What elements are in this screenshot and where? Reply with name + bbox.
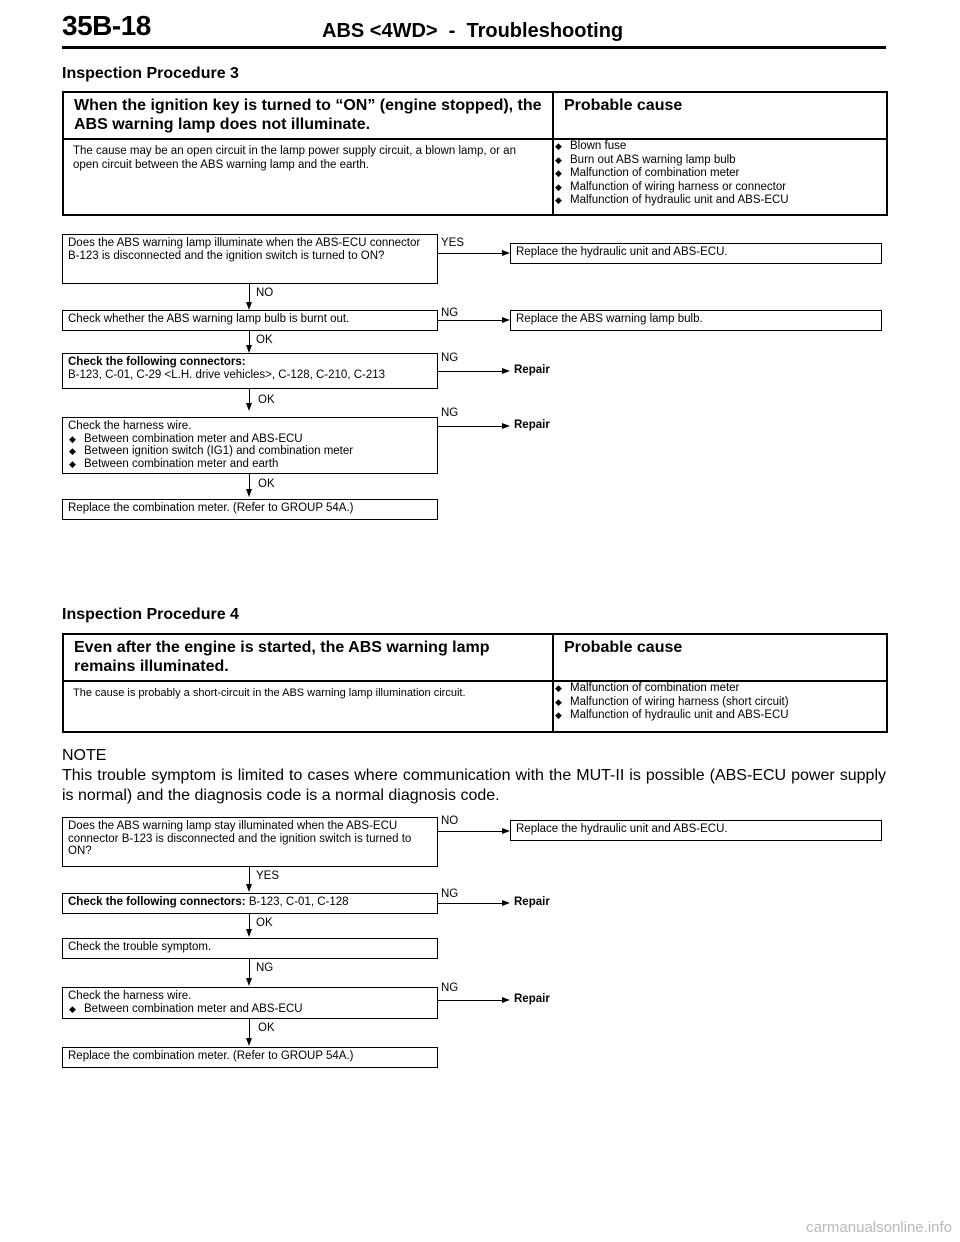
arrow-down-icon <box>246 1038 252 1046</box>
p3-connector-line <box>249 331 250 346</box>
p3-step-2-box <box>62 310 438 331</box>
header-rule <box>62 46 886 49</box>
p4-step-4-list <box>68 1003 432 1016</box>
p3-step-1-yes-label: YES <box>441 237 465 249</box>
p4-step-4-heading: Check the harness wire. <box>68 990 192 1002</box>
p4-step-2-repair: Repair <box>514 896 550 908</box>
p4-step-4-ok-label: OK <box>258 1022 275 1034</box>
procedure-4-description: The cause is probably a short-circuit in the ABS warning lamp illumination circuit. <box>73 687 466 699</box>
procedure-3-description-cell <box>63 139 553 215</box>
procedure-4-description-cell <box>63 681 553 732</box>
procedure-4-cause-list <box>554 682 886 723</box>
harness-item: ◆ Between combination meter and earth <box>68 458 432 471</box>
p3-step-4-ng-label: NG <box>441 407 459 419</box>
procedure-4-causes-cell <box>553 681 887 732</box>
arrow-down-icon <box>246 403 252 411</box>
procedure-3-symptom: When the ignition key is turned to “ON” (engine stopped), the ABS warning lamp does not illuminate. <box>74 97 542 133</box>
p3-connector-line <box>249 474 250 490</box>
note-label: NOTE <box>62 747 107 764</box>
p3-action-replace-hu-box <box>510 243 882 264</box>
p3-step-4-box <box>62 417 438 474</box>
page-title: ABS <4WD> - Troubleshooting <box>322 20 624 42</box>
p4-connector-line <box>249 867 250 885</box>
arrow-down-icon <box>246 345 252 353</box>
p4-step-4-box <box>62 987 438 1019</box>
arrow-right-icon <box>502 900 510 906</box>
procedure-4-symptom-cell <box>63 634 553 681</box>
watermark: carmanualsonline.info <box>806 1219 952 1236</box>
cause-item: ◆ Malfunction of hydraulic unit and ABS-ECU <box>554 194 886 208</box>
p4-step-4-ng-line <box>438 1000 504 1001</box>
harness-item: ◆ Between ignition switch (IG1) and combination meter <box>68 445 432 458</box>
note-text: This trouble symptom is limited to cases where communication with the MUT-II is possible (ABS-ECU power supply is normal) and the diagnosis code is a normal diagnosis code. <box>62 767 886 804</box>
p3-step-1-text: Does the ABS warning lamp illuminate when the ABS-ECU connector B-123 is disconnected and the ignition switch is turned to ON? <box>68 237 421 262</box>
harness-item: ◆ Between combination meter and ABS-ECU <box>68 1003 432 1016</box>
cause-item: ◆ Malfunction of combination meter <box>554 682 886 696</box>
procedure-3-cause-list <box>554 140 886 208</box>
p3-step-4-list <box>68 433 432 471</box>
p3-step-2-ng-label: NG <box>441 307 459 319</box>
procedure-3-symptom-table <box>62 91 888 216</box>
procedure-3-cause-header-cell <box>553 92 887 139</box>
p4-step-1-text: Does the ABS warning lamp stay illuminated when the ABS-ECU connector B-123 is disconnected and the ignition switch is turned to ON? <box>68 820 412 857</box>
p3-step-4-repair: Repair <box>514 419 550 431</box>
arrow-right-icon <box>502 368 510 374</box>
procedure-3-causes-cell <box>553 139 887 215</box>
p3-step-5-box <box>62 499 438 520</box>
p3-step-3-ng-line <box>438 371 504 372</box>
p3-step-3-repair: Repair <box>514 364 550 376</box>
procedure-4-symptom: Even after the engine is started, the ABS warning lamp remains illuminated. <box>74 639 490 675</box>
harness-item: ◆ Between combination meter and ABS-ECU <box>68 433 432 446</box>
cause-item: ◆ Malfunction of combination meter <box>554 167 886 181</box>
arrow-down-icon <box>246 489 252 497</box>
p4-connector-line <box>249 1019 250 1039</box>
p3-action-replace-hu: Replace the hydraulic unit and ABS-ECU. <box>516 246 728 258</box>
cause-item: ◆ Malfunction of hydraulic unit and ABS-ECU <box>554 709 886 723</box>
p3-step-1-box <box>62 234 438 284</box>
p3-action-replace-bulb-box <box>510 310 882 331</box>
p3-step-2-text: Check whether the ABS warning lamp bulb is burnt out. <box>68 313 350 325</box>
p3-step-4-ok-label: OK <box>258 478 275 490</box>
p3-step-3-connectors: B-123, C-01, C-29 <L.H. drive vehicles>, C-128, C-210, C-213 <box>68 368 386 381</box>
p3-step-3-box <box>62 353 438 389</box>
p4-step-5-box <box>62 1047 438 1068</box>
p4-step-1-no-label: NO <box>441 815 459 827</box>
probable-cause-header: Probable cause <box>564 97 683 114</box>
arrow-right-icon <box>502 997 510 1003</box>
p4-step-2-ok-label: OK <box>256 917 273 929</box>
procedure-4-symptom-table <box>62 633 888 733</box>
procedure-3-title: Inspection Procedure 3 <box>62 65 239 82</box>
arrow-right-icon <box>502 828 510 834</box>
p4-connector-line <box>249 914 250 930</box>
p3-step-3-ok-label: OK <box>258 394 275 406</box>
procedure-3-symptom-cell <box>63 92 553 139</box>
arrow-down-icon <box>246 884 252 892</box>
cause-item: ◆ Malfunction of wiring harness (short circuit) <box>554 696 886 710</box>
p4-step-4-ng-label: NG <box>441 982 459 994</box>
arrow-right-icon <box>502 250 510 256</box>
p4-step-1-box <box>62 817 438 867</box>
p3-step-2-ng-line <box>438 320 504 321</box>
p4-step-2-ng-line <box>438 903 504 904</box>
p4-step-2-connectors: B-123, C-01, C-128 <box>245 896 349 908</box>
p4-step-3-ng-label: NG <box>256 962 274 974</box>
p3-action-replace-bulb: Replace the ABS warning lamp bulb. <box>516 313 703 325</box>
procedure-4-title: Inspection Procedure 4 <box>62 606 239 623</box>
p4-step-2-box <box>62 893 438 914</box>
p4-step-1-no-line <box>438 831 504 832</box>
p4-step-4-repair: Repair <box>514 993 550 1005</box>
probable-cause-header: Probable cause <box>564 639 683 656</box>
p4-step-2-heading: Check the following connectors: <box>68 896 246 908</box>
p4-step-3-text: Check the trouble symptom. <box>68 941 212 953</box>
p3-connector-line <box>249 284 250 303</box>
arrow-right-icon <box>502 423 510 429</box>
arrow-right-icon <box>502 317 510 323</box>
p3-step-3-heading: Check the following connectors: <box>68 356 246 368</box>
p4-connector-line <box>249 959 250 979</box>
p4-step-2-ng-label: NG <box>441 888 459 900</box>
page-number: 35B-18 <box>62 10 151 41</box>
p3-step-1-no-label: NO <box>256 287 274 299</box>
p4-step-5-text: Replace the combination meter. (Refer to GROUP 54A.) <box>68 1050 354 1062</box>
procedure-4-cause-header-cell <box>553 634 887 681</box>
p4-step-1-yes-label: YES <box>256 870 280 882</box>
cause-item: ◆ Burn out ABS warning lamp bulb <box>554 154 886 168</box>
arrow-down-icon <box>246 302 252 310</box>
p3-step-5-text: Replace the combination meter. (Refer to GROUP 54A.) <box>68 502 354 514</box>
arrow-down-icon <box>246 929 252 937</box>
p3-step-4-heading: Check the harness wire. <box>68 420 192 432</box>
p4-action-replace-hu: Replace the hydraulic unit and ABS-ECU. <box>516 823 728 835</box>
p3-step-1-yes-line <box>438 253 504 254</box>
p4-step-3-box <box>62 938 438 959</box>
cause-item: ◆ Malfunction of wiring harness or connector <box>554 181 886 195</box>
p4-action-replace-hu-box <box>510 820 882 841</box>
p3-step-2-ok-label: OK <box>256 334 273 346</box>
cause-item: ◆ Blown fuse <box>554 140 886 154</box>
procedure-3-description: The cause may be an open circuit in the lamp power supply circuit, a blown lamp, or an open circuit between the ABS warning lamp and the earth. <box>73 145 516 171</box>
p3-step-3-ng-label: NG <box>441 352 459 364</box>
p3-step-4-ng-line <box>438 426 504 427</box>
p3-connector-line <box>249 389 250 404</box>
arrow-down-icon <box>246 978 252 986</box>
